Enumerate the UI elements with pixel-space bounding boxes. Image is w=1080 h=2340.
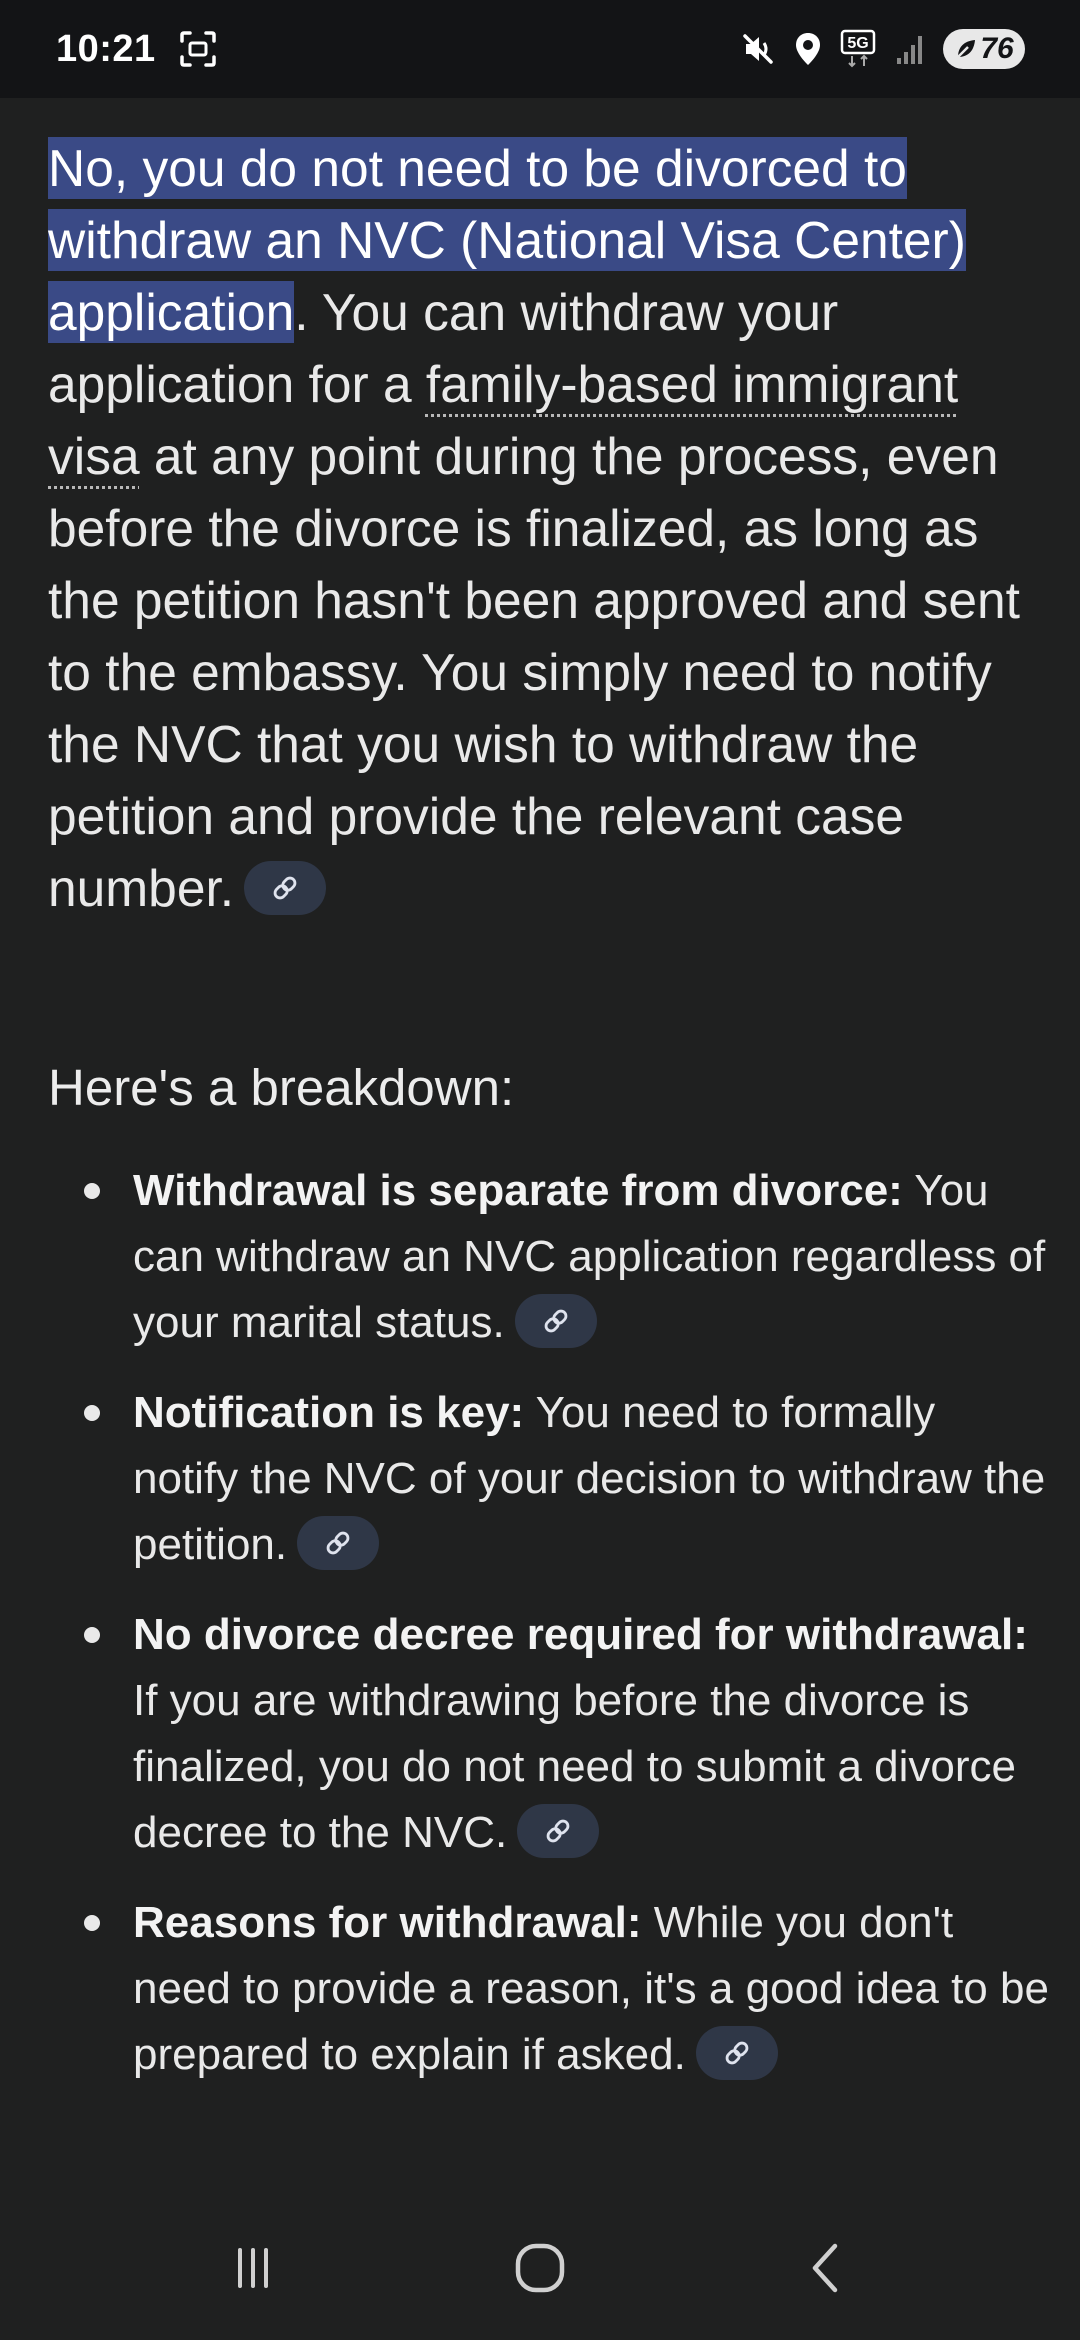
navigation-bar — [0, 2195, 1080, 2340]
link-icon — [270, 873, 300, 903]
home-icon — [510, 2238, 570, 2298]
status-bar-left — [56, 28, 218, 71]
citation-button[interactable] — [696, 2026, 778, 2080]
battery-level: 76 — [980, 32, 1014, 65]
bullet-title: Reasons for withdrawal: — [133, 1898, 642, 1947]
location-icon — [793, 30, 823, 68]
back-icon — [797, 2238, 857, 2298]
bullet-dot — [84, 1405, 100, 1421]
signal-icon — [895, 32, 927, 66]
list-item — [0, 1602, 1080, 1866]
list-item — [0, 1380, 1080, 1578]
battery-indicator — [943, 29, 1025, 69]
bullet-text: You can withdraw an NVC application regardless of your marital status. — [133, 1166, 1046, 1347]
link-icon — [543, 1816, 573, 1846]
mute-icon — [739, 30, 777, 68]
status-bar-right — [739, 29, 1025, 69]
status-time: 10:21 — [56, 27, 156, 70]
citation-button[interactable] — [297, 1516, 379, 1570]
back-button[interactable] — [767, 2223, 887, 2313]
home-button[interactable] — [480, 2223, 600, 2313]
breakdown-list — [0, 1158, 1080, 2112]
list-item — [0, 1158, 1080, 1356]
answer-paragraph — [48, 132, 1048, 924]
citation-button[interactable] — [517, 1804, 599, 1858]
bullet-dot — [84, 1627, 100, 1643]
screenshot-icon — [178, 29, 218, 69]
highlighted-answer[interactable]: No, you do not need to be divorced to withdraw an NVC (National Visa Center) application — [48, 139, 966, 341]
breakdown-heading: Here's a breakdown: — [48, 1059, 515, 1116]
bullet-title: Withdrawal is separate from divorce: — [133, 1166, 903, 1215]
5g-icon — [839, 29, 879, 69]
citation-button[interactable] — [244, 861, 326, 915]
bullet-text: While you don't need to provide a reason, it's a good idea to be prepared to explain if asked. — [133, 1898, 1049, 2079]
status-bar — [0, 0, 1080, 98]
bullet-dot — [84, 1915, 100, 1931]
answer-text-2: at any point during the process, even before the divorce is finalized, as long as the petition hasn't been approved and sent to the embassy. You simply need to notify the NVC that you wish to withdraw the petition and provide the relevant case number. — [48, 427, 1020, 917]
recent-apps-button[interactable] — [193, 2223, 313, 2313]
bullet-dot — [84, 1183, 100, 1199]
bullet-title: Notification is key: — [133, 1388, 525, 1437]
bullet-text: You need to formally notify the NVC of your decision to withdraw the petition. — [133, 1388, 1046, 1569]
bullet-title: No divorce decree required for withdrawal: — [133, 1610, 1028, 1659]
response-content[interactable] — [0, 98, 1080, 2195]
link-icon — [323, 1528, 353, 1558]
family-based-visa-link[interactable]: family-based immigrant visa — [48, 355, 959, 485]
list-item — [0, 1890, 1080, 2088]
battery-saver-icon — [954, 37, 978, 61]
citation-button[interactable] — [515, 1294, 597, 1348]
recent-apps-icon — [223, 2238, 283, 2298]
answer-text-1: . You can withdraw your application for a — [48, 283, 839, 413]
bullet-text: If you are withdrawing before the divorce is finalized, you do not need to submit a divorce decree to the NVC. — [133, 1676, 1016, 1857]
link-icon — [722, 2038, 752, 2068]
link-icon — [541, 1306, 571, 1336]
network-label: 5G — [847, 35, 869, 52]
